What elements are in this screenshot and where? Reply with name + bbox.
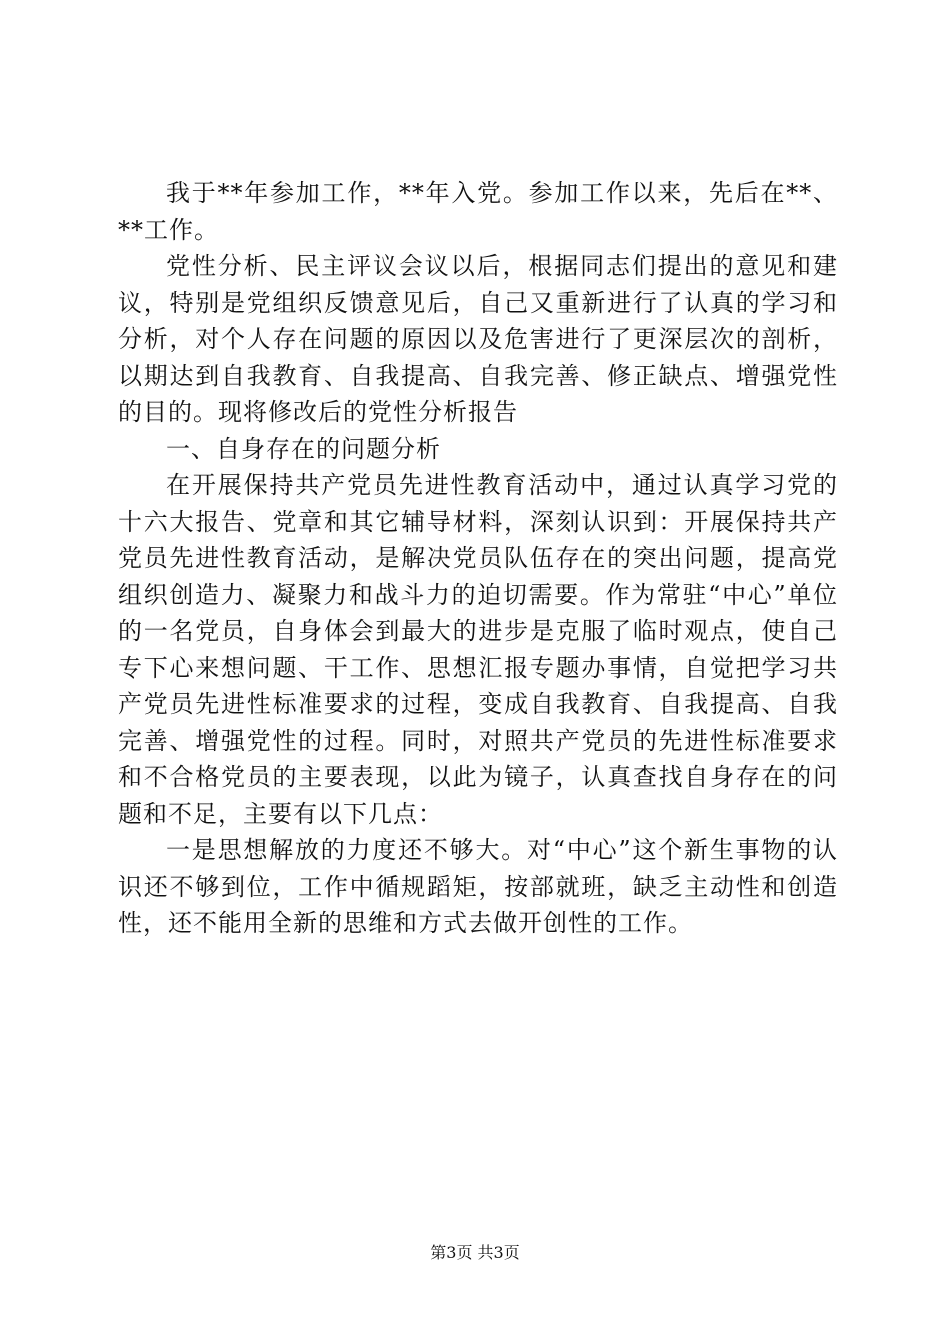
- paragraph-intro: 我于**年参加工作，**年入党。参加工作以来，先后在**、**工作。: [118, 179, 838, 244]
- section-heading-problems: 一、自身存在的问题分析: [166, 434, 441, 463]
- page-number-label: 第3页 共3页: [430, 1243, 520, 1262]
- paragraph-background: 党性分析、民主评议会议以后，根据同志们提出的意见和建议，特别是党组织反馈意见后，自己又重新进行了认真的学习和分析，对个人存在问题的原因以及危害进行了更深层次的剖析，以期达到自我教育、自我提高、自我完善、修正缺点、增强党性的目的。现将修改后的党性分析报告: [118, 252, 838, 426]
- page-footer: [0, 1242, 950, 1264]
- paragraph-analysis: 在开展保持共产党员先进性教育活动中，通过认真学习党的十六大报告、党章和其它辅导材料，深刻认识到：开展保持共产党员先进性教育活动，是解决党员队伍存在的突出问题，提高党组织创造力、凝聚力和战斗力的迫切需要。作为常驻“中心”单位的一名党员，自身体会到最大的进步是克服了临时观点，使自己专下心来想问题、干工作、思想汇报专题办事情，自觉把学习共产党员先进性标准要求的过程，变成自我教育、自我提高、自我完善、增强党性的过程。同时，对照共产党员的先进性标准要求和不合格党员的主要表现，以此为镜子，认真查找自身存在的问题和不足，主要有以下几点：: [118, 471, 838, 828]
- paragraph-point-one: 一是思想解放的力度还不够大。对“中心”这个新生事物的认识还不够到位，工作中循规蹈矩，按部就班，缺乏主动性和创造性，还不能用全新的思维和方式去做开创性的工作。: [118, 836, 838, 937]
- document-body: [118, 175, 838, 942]
